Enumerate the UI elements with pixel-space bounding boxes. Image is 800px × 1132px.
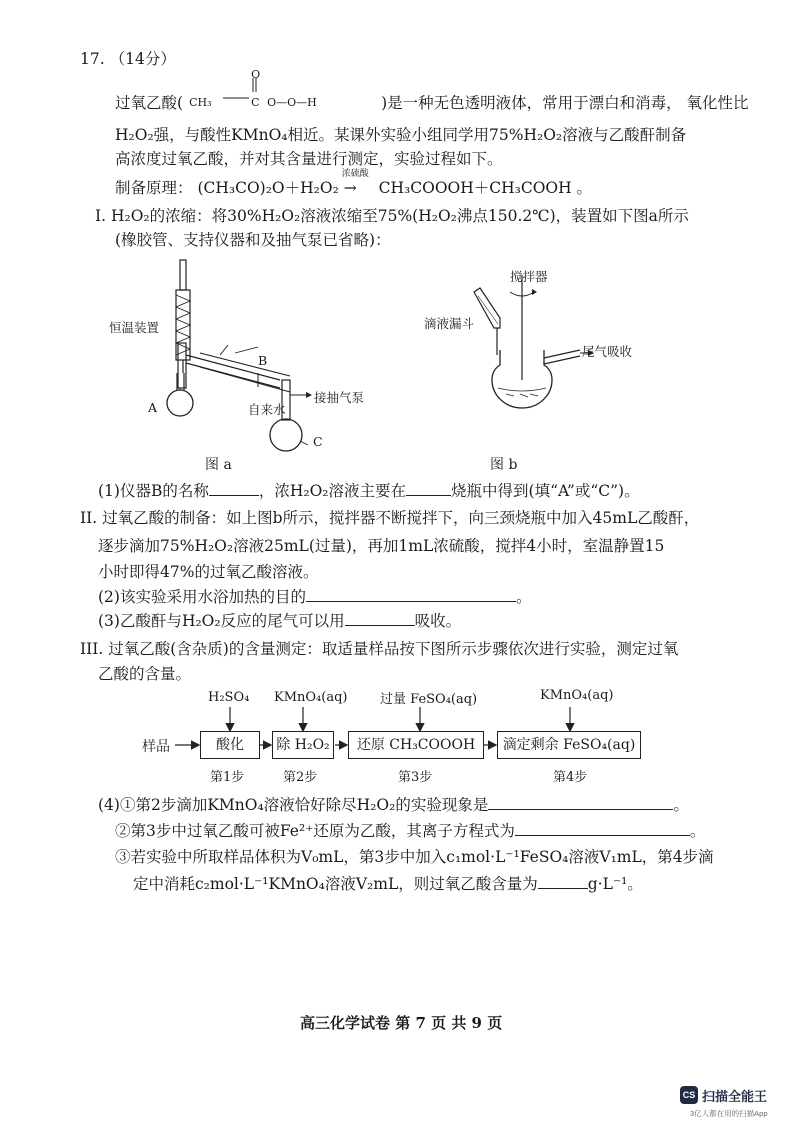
label-b: B bbox=[258, 353, 268, 368]
question-number: 17. bbox=[80, 50, 105, 68]
q4c-answer-blank[interactable] bbox=[538, 872, 588, 889]
label-tailgas: 尾气吸收 bbox=[582, 344, 633, 359]
principle-line bbox=[115, 169, 593, 199]
label-tapwater: 自来水 bbox=[248, 402, 286, 417]
flow-step-4: 第4步 bbox=[553, 770, 588, 785]
q2-post: 。 bbox=[515, 588, 532, 606]
question-header bbox=[80, 47, 176, 69]
label-stirrer: 搅拌器 bbox=[510, 269, 548, 284]
intro-line-2: H₂O₂强，与酸性KMnO₄相近。某课外实验小组同学用75%H₂O₂溶液与乙酸酐制备 bbox=[115, 126, 687, 144]
flow-reagent-4: KMnO₄(aq) bbox=[540, 688, 614, 703]
figure-b-caption: 图 b bbox=[490, 457, 518, 473]
q1-pre: (1)仪器B的名称 bbox=[98, 482, 209, 500]
label-funnel: 滴液漏斗 bbox=[424, 316, 475, 331]
scanner-watermark bbox=[680, 1086, 792, 1126]
reaction-arrow bbox=[341, 169, 374, 199]
flow-box-1: 酸化 bbox=[200, 731, 260, 759]
arrow-right-icon: → bbox=[343, 179, 357, 197]
label-thermostat: 恒温装置 bbox=[109, 320, 160, 335]
peracetic-acid-structure bbox=[183, 68, 381, 109]
formula-ch3: CH₃ bbox=[189, 96, 212, 109]
part3-line-1: III. 过氧乙酸(含杂质)的含量测定：取适量样品按下图所示步骤依次进行实验，测定过氧 bbox=[80, 640, 679, 658]
label-pump: 接抽气泵 bbox=[314, 390, 365, 405]
q3-answer-blank[interactable] bbox=[345, 609, 415, 626]
q1-answer-blank-2[interactable] bbox=[406, 479, 451, 496]
q4c-pre: 定中消耗c₂mol·L⁻¹KMnO₄溶液V₂mL，则过氧乙酸含量为 bbox=[133, 875, 538, 893]
scanner-logo-icon: CS bbox=[680, 1086, 698, 1104]
q4a-post: 。 bbox=[673, 796, 689, 814]
principle-label: 制备原理： bbox=[115, 179, 193, 197]
question-4c-line-2 bbox=[133, 872, 643, 895]
flow-box-2: 除 H₂O₂ bbox=[272, 731, 334, 759]
q1-answer-blank-1[interactable] bbox=[209, 479, 259, 496]
part3-line-2: 乙酸的含量。 bbox=[98, 665, 192, 683]
flow-step-1: 第1步 bbox=[210, 770, 245, 785]
q4a-answer-blank[interactable] bbox=[488, 793, 673, 810]
figure-a-caption: 图 a bbox=[205, 457, 232, 473]
formula-o-top: O bbox=[251, 68, 261, 81]
q1-mid: ，浓H₂O₂溶液主要在 bbox=[258, 482, 407, 500]
flow-box-3: 还原 CH₃COOOH bbox=[348, 731, 484, 759]
scanner-logo-name: 扫描全能王 bbox=[702, 1089, 768, 1104]
label-a: A bbox=[148, 400, 158, 415]
q4c-post: g·L⁻¹。 bbox=[587, 875, 643, 893]
question-score: （14分） bbox=[109, 50, 176, 68]
question-4b bbox=[115, 819, 705, 842]
page-footer: 高三化学试卷 第 7 页 共 9 页 bbox=[300, 1014, 503, 1032]
flow-step-2: 第2步 bbox=[283, 770, 318, 785]
intro-line-1-post: )是一种无色透明液体，常用于漂白和消毒， 氧化性比 bbox=[381, 94, 749, 112]
formula-c: C bbox=[251, 96, 260, 109]
label-c: C bbox=[313, 434, 323, 449]
q1-post: 烧瓶中得到(填“A”或“C”)。 bbox=[451, 482, 640, 500]
part2-line-3: 小时即得47%的过氧乙酸溶液。 bbox=[98, 563, 319, 581]
flow-box-4: 滴定剩余 FeSO₄(aq) bbox=[497, 731, 641, 759]
question-2 bbox=[98, 585, 531, 608]
principle-catalyst: 浓硫酸 bbox=[341, 169, 369, 179]
q4b-answer-blank[interactable] bbox=[515, 819, 690, 836]
question-4a bbox=[98, 793, 689, 816]
part1-line-1: I. H₂O₂的浓缩：将30%H₂O₂溶液浓缩至75%(H₂O₂沸点150.2℃)，装置如下图a所示 bbox=[95, 207, 689, 225]
question-4c-line-1: ③若实验中所取样品体积为V₀mL，第3步中加入c₁mol·L⁻¹FeSO₄溶液V₁mL，第4步滴 bbox=[115, 848, 714, 866]
scanner-logo-tagline: 3亿人都在用的扫描App bbox=[690, 1109, 768, 1118]
q4a-pre: (4)①第2步滴加KMnO₄溶液恰好除尽H₂O₂的实验现象是 bbox=[98, 796, 489, 814]
principle-right: CH₃COOOH＋CH₃COOH 。 bbox=[378, 179, 593, 197]
intro-line-1-pre: 过氧乙酸( bbox=[115, 94, 184, 112]
q3-post: 吸收。 bbox=[414, 612, 462, 630]
part1-line-2: (橡胶管、支持仪器和及抽气泵已省略)： bbox=[115, 231, 391, 249]
flow-sample: 样品 bbox=[142, 739, 170, 755]
formula-tail: O—O—H bbox=[267, 96, 317, 109]
intro-line-1 bbox=[115, 68, 749, 114]
question-3 bbox=[98, 609, 461, 632]
flow-step-3: 第3步 bbox=[398, 770, 433, 785]
q2-answer-blank[interactable] bbox=[306, 585, 516, 602]
q2-pre: (2)该实验采用水浴加热的目的 bbox=[98, 588, 306, 606]
figure-b-apparatus bbox=[470, 270, 620, 410]
flow-reagent-1: H₂SO₄ bbox=[208, 690, 250, 705]
part2-line-2: 逐步滴加75%H₂O₂溶液25mL(过量)，再加1mL浓硫酸，搅拌4小时，室温静置15 bbox=[98, 537, 665, 555]
q3-pre: (3)乙酸酐与H₂O₂反应的尾气可以用 bbox=[98, 612, 345, 630]
q4b-post: 。 bbox=[689, 822, 706, 840]
question-1 bbox=[98, 479, 640, 502]
intro-line-3: 高浓度过氧乙酸，并对其含量进行测定，实验过程如下。 bbox=[115, 150, 503, 168]
q4b-pre: ②第3步中过氧乙酸可被Fe²⁺还原为乙酸，其离子方程式为 bbox=[115, 822, 515, 840]
flow-reagent-2: KMnO₄(aq) bbox=[274, 690, 348, 705]
part2-line-1: II. 过氧乙酸的制备：如上图b所示，搅拌器不断搅拌下，向三颈烧瓶中加入45mL乙酸酐， bbox=[80, 509, 700, 527]
flow-reagent-3: 过量 FeSO₄(aq) bbox=[380, 692, 478, 707]
principle-left: (CH₃CO)₂O＋H₂O₂ bbox=[197, 179, 339, 197]
